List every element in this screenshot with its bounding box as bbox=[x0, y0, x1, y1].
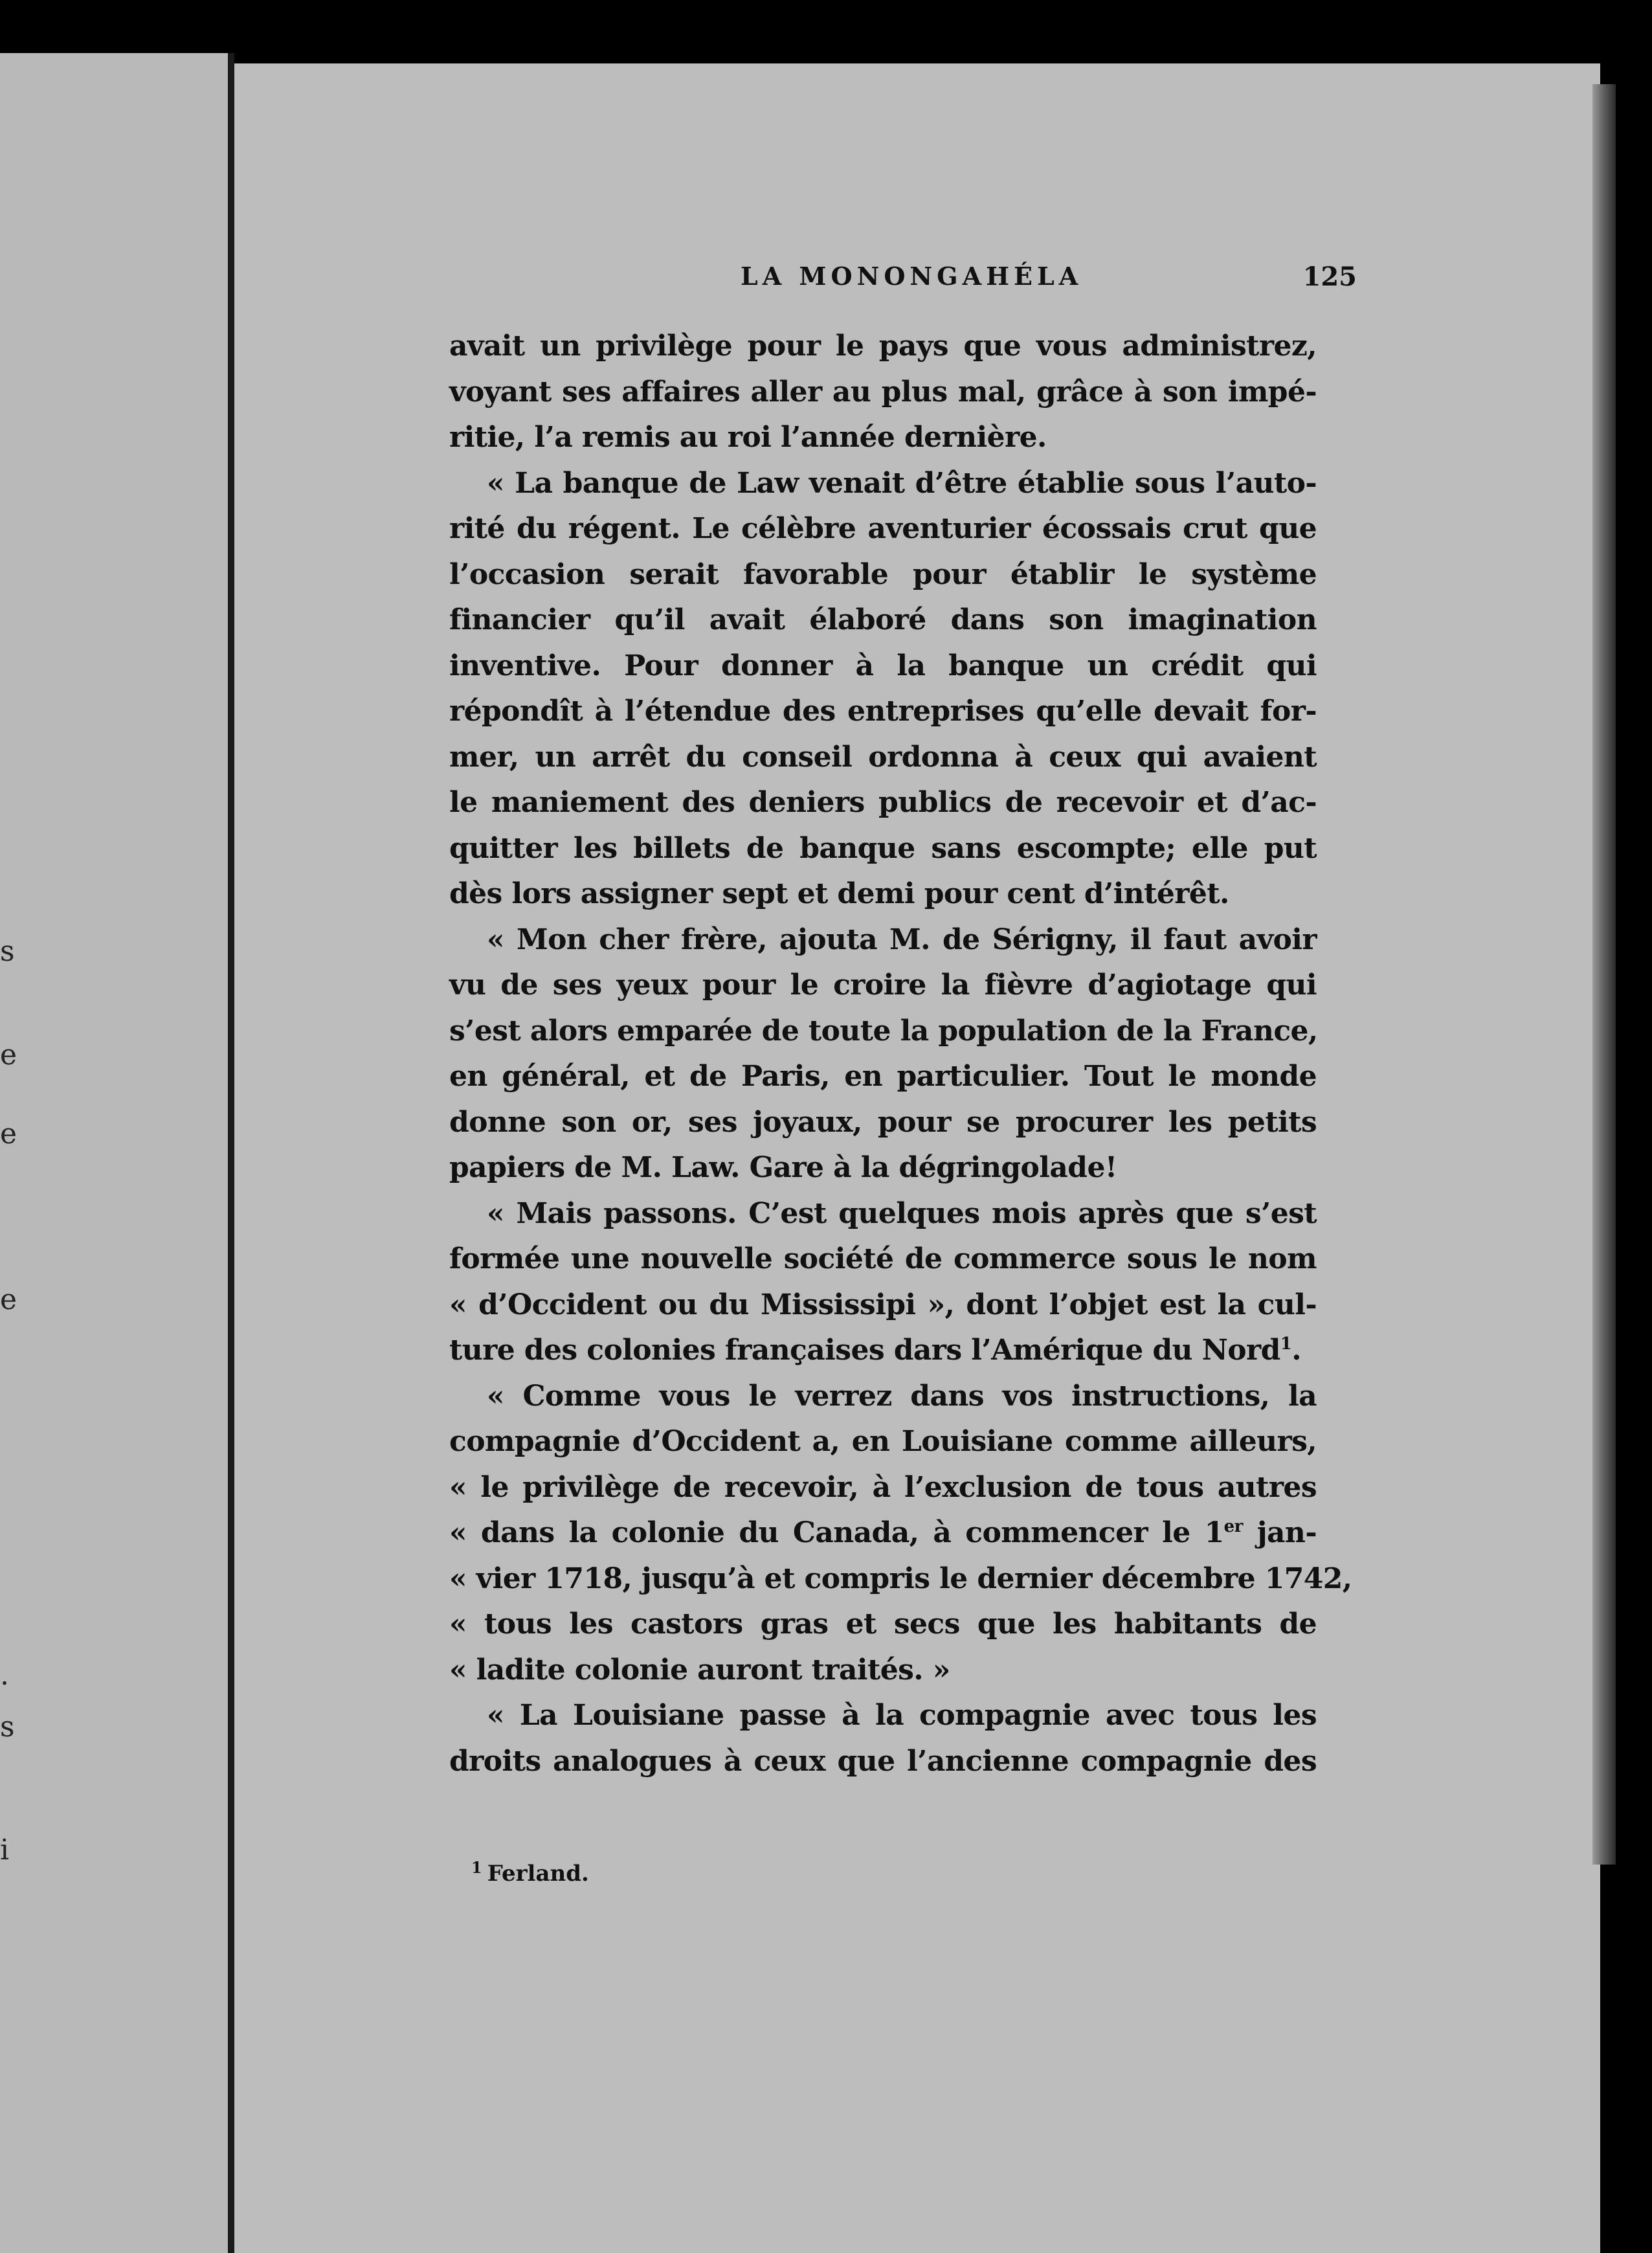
superscript: 1 bbox=[1280, 1334, 1292, 1354]
text-line-content: financier qu’il avait élaboré dans son imagination bbox=[449, 603, 1317, 636]
text-line-content: inventive. Pour donner à la banque un crédit qui bbox=[449, 649, 1317, 682]
text-line-content: formée une nouvelle société de commerce sous le nom bbox=[449, 1242, 1317, 1275]
text-line-content: dès lors assigner sept et demi pour cent d’intérêt. bbox=[449, 877, 1229, 910]
text-line-content: répondît à l’étendue des entreprises qu’elle devait for- bbox=[449, 695, 1317, 728]
left-page-letter: . bbox=[0, 1659, 9, 1692]
text-line-content: droits analogues à ceux que l’ancienne compagnie des bbox=[449, 1744, 1317, 1778]
text-line-tail: . bbox=[1291, 1334, 1301, 1367]
text-line-content: papiers de M. Law. Gare à la dégringolade! bbox=[449, 1151, 1117, 1184]
text-line-content: « le privilège de recevoir, à l’exclusion de tous autres bbox=[449, 1470, 1317, 1504]
text-line bbox=[449, 1145, 1317, 1191]
text-line-content: avait un privilège pour le pays que vous administrez, bbox=[449, 330, 1317, 363]
text-line bbox=[449, 415, 1317, 461]
text-line bbox=[449, 1283, 1317, 1328]
text-line bbox=[449, 644, 1317, 689]
text-line bbox=[449, 1237, 1317, 1283]
left-page-letter: i bbox=[0, 1833, 10, 1866]
text-line bbox=[449, 689, 1317, 735]
text-line bbox=[449, 780, 1317, 826]
superscript: er bbox=[1223, 1517, 1243, 1536]
left-page-letter: e bbox=[0, 1283, 17, 1316]
text-line bbox=[449, 917, 1317, 963]
text-line bbox=[449, 1556, 1352, 1602]
text-line bbox=[449, 1693, 1317, 1739]
text-line-content: « Comme vous le verrez dans vos instructions, la bbox=[487, 1379, 1317, 1413]
text-line-content: ritie, l’a remis au roi l’année dernière. bbox=[449, 421, 1047, 454]
footnote-mark: 1 bbox=[471, 1858, 482, 1877]
text-line bbox=[449, 871, 1317, 917]
footnote bbox=[471, 1858, 589, 1887]
text-line-content: « tous les castors gras et secs que les habitants de bbox=[449, 1608, 1317, 1641]
running-head bbox=[452, 262, 1357, 300]
page-edge-shadow bbox=[1592, 84, 1616, 1865]
text-line-content: ture des colonies françaises dars l’Amérique du Nord bbox=[449, 1334, 1280, 1367]
text-line bbox=[449, 963, 1317, 1009]
text-line bbox=[449, 735, 1317, 781]
left-page-letter: s bbox=[0, 1710, 15, 1743]
text-line-content: le maniement des deniers publics de recevoir et d’ac- bbox=[449, 786, 1317, 819]
text-line-content: rité du régent. Le célèbre aventurier écossais crut que bbox=[449, 512, 1317, 545]
footnote-text: Ferland. bbox=[487, 1861, 589, 1887]
text-line bbox=[449, 370, 1317, 416]
text-line-content: « Mais passons. C’est quelques mois après que s’est bbox=[487, 1196, 1317, 1230]
text-line-content: « Mon cher frère, ajouta M. de Sérigny, il faut avoir bbox=[487, 923, 1317, 956]
text-line bbox=[449, 1465, 1317, 1511]
text-line bbox=[449, 1374, 1317, 1420]
text-line-content: s’est alors emparée de toute la population de la France, bbox=[449, 1014, 1318, 1048]
text-line bbox=[449, 1328, 1317, 1374]
gutter-line bbox=[228, 53, 234, 2253]
text-line bbox=[449, 598, 1317, 644]
text-line-content: donne son or, ses joyaux, pour se procurer les petits bbox=[449, 1105, 1317, 1139]
text-line bbox=[449, 826, 1317, 872]
text-line bbox=[449, 552, 1317, 598]
text-line-content: « La Louisiane passe à la compagnie avec tous les bbox=[487, 1699, 1317, 1732]
text-line bbox=[449, 1739, 1317, 1785]
text-line-content: voyant ses affaires aller au plus mal, grâce à son impé- bbox=[449, 375, 1317, 409]
text-line bbox=[449, 506, 1317, 552]
text-line bbox=[449, 1054, 1317, 1100]
body-text bbox=[449, 324, 1352, 1784]
text-line bbox=[449, 1602, 1317, 1648]
text-line-content: « dans la colonie du Canada, à commencer le 1 bbox=[449, 1516, 1224, 1549]
text-line-content: en général, et de Paris, en particulier. Tout le monde bbox=[449, 1060, 1317, 1093]
left-page-fragment bbox=[0, 53, 230, 2253]
text-line bbox=[449, 324, 1317, 370]
text-line-content: « La banque de Law venait d’être établie sous l’auto- bbox=[487, 466, 1317, 500]
page-number: 125 bbox=[1302, 262, 1357, 292]
left-page-letter: e bbox=[0, 1038, 17, 1071]
text-line-content: mer, un arrêt du conseil ordonna à ceux qui avaient bbox=[449, 740, 1317, 774]
text-line bbox=[449, 1191, 1317, 1237]
text-line-content: « d’Occident ou du Mississipi », dont l’objet est la cul- bbox=[449, 1288, 1317, 1321]
text-line-content: « ladite colonie auront traités. » bbox=[449, 1653, 950, 1687]
text-line bbox=[449, 1419, 1317, 1465]
left-page-letter: s bbox=[0, 935, 15, 968]
text-line bbox=[449, 1009, 1317, 1055]
text-line-content: l’occasion serait favorable pour établir le système bbox=[449, 557, 1317, 591]
text-line-content: compagnie d’Occident a, en Louisiane comme ailleurs, bbox=[449, 1425, 1317, 1458]
left-page-letter: e bbox=[0, 1117, 17, 1150]
text-line bbox=[449, 1100, 1317, 1146]
text-line bbox=[449, 1648, 1317, 1694]
running-title: LA MONONGAHÉLA bbox=[741, 262, 1083, 291]
text-line-content: vu de ses yeux pour le croire la fièvre d’agiotage qui bbox=[449, 969, 1317, 1002]
text-line-content: « vier 1718, jusqu’à et compris le dernier décembre 1742, bbox=[449, 1562, 1352, 1595]
text-line bbox=[449, 461, 1317, 507]
text-line-tail: jan- bbox=[1242, 1516, 1317, 1549]
text-line-content: quitter les billets de banque sans escompte; elle put bbox=[449, 831, 1317, 865]
text-line bbox=[449, 1510, 1317, 1556]
